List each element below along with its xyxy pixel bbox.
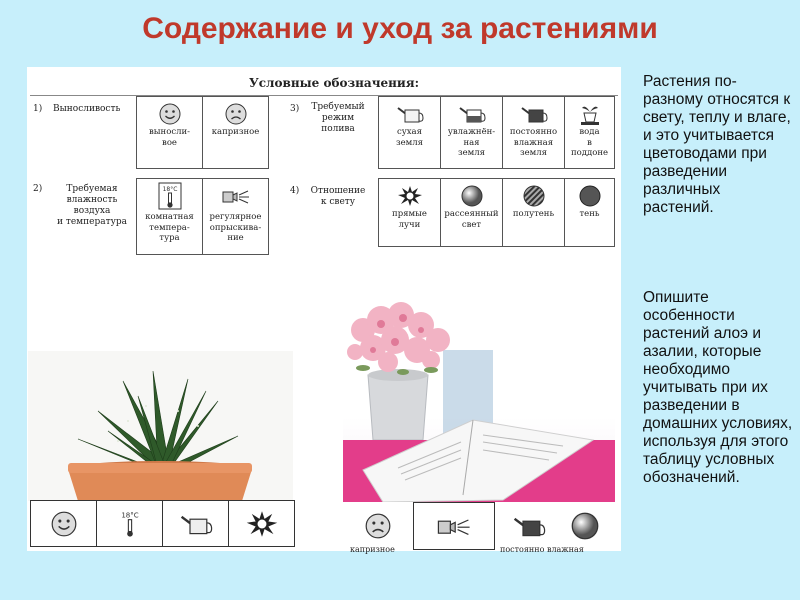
legend-caption-dry-soil: сухая земля xyxy=(395,127,424,148)
smiley-sad-icon xyxy=(343,502,413,550)
legend-cell-direct-sun xyxy=(379,179,441,247)
sprayer-icon xyxy=(413,502,495,550)
partial-shade-icon xyxy=(503,183,564,209)
diffused-light-icon xyxy=(563,502,607,550)
right-text-paragraph-1: Растения по-разному относятся к свету, теплу и влаге, и это учитывается цветоводами при разведении различных растений. xyxy=(643,73,791,216)
legend-caption-shade: тень xyxy=(579,209,600,219)
diffused-light-icon xyxy=(441,183,502,209)
right-text-paragraph-2: Опишите особенности растений алоэ и азалии, которые необходимо учитывать при их разведении в домашних условиях, используя для этого таблицу условных обозначений. xyxy=(643,289,793,486)
legend-cell-capricious xyxy=(203,97,269,169)
legend-cell-shade xyxy=(565,179,615,247)
legend-group-3-grid xyxy=(378,96,615,169)
legend-caption-diffused-light: рассеянный свет xyxy=(444,209,499,230)
legend-group-1-number: 1) xyxy=(33,104,43,114)
svg-text:18°C: 18°C xyxy=(120,510,139,519)
legend-caption-hardy: выносли- вое xyxy=(148,127,191,148)
sprayer-icon xyxy=(203,183,268,209)
legend-group-1-label: Выносливость xyxy=(53,104,121,114)
legend-cell-diffused-light xyxy=(441,179,503,247)
legend-group-2-number: 2) xyxy=(33,184,43,194)
legend-group-3-number: 3) xyxy=(290,104,300,114)
azalea-caption-right: постоянно влажная xyxy=(500,545,584,554)
legend-cell-wet-soil xyxy=(503,97,565,169)
legend-group-2-grid xyxy=(136,178,269,255)
legend-cell-hardy xyxy=(137,97,203,169)
thermometer-icon xyxy=(97,501,163,547)
legend-group-4-number: 4) xyxy=(290,186,300,196)
watering-can-wet-icon xyxy=(503,101,564,127)
legend-group-4-label: Отношение к свету xyxy=(310,186,366,207)
legend-caption-room-temperature: комнатная темпера- тура xyxy=(145,212,194,243)
pot-tray-icon xyxy=(565,101,614,127)
watering-can-wet-icon xyxy=(495,502,563,550)
watering-can-dry-icon xyxy=(379,101,440,127)
aloe-photo xyxy=(28,351,293,501)
legend-caption-partial-shade: полутень xyxy=(512,209,555,219)
direct-sun-icon xyxy=(379,183,440,209)
legend-caption-capricious: капризное xyxy=(211,127,260,137)
watering-can-icon xyxy=(163,501,229,547)
legend-caption-wet-soil: постоянно влажная земля xyxy=(509,127,558,158)
legend-cell-room-temperature xyxy=(137,179,203,255)
azalea-photo xyxy=(343,290,615,502)
legend-cell-moist-soil xyxy=(441,97,503,169)
legend-cell-dry-soil xyxy=(379,97,441,169)
watering-can-moist-icon xyxy=(441,101,502,127)
legend-group-4-grid xyxy=(378,178,615,247)
legend-caption-moist-soil: увлажнён- ная земля xyxy=(447,127,496,158)
legend-group-2-label: Требуемая влажность воздуха и температура xyxy=(56,184,128,227)
svg-text:18°C: 18°C xyxy=(162,186,177,193)
page-title: Содержание и уход за растениями xyxy=(142,12,658,45)
smiley-sad-icon xyxy=(203,101,268,127)
direct-sun-icon xyxy=(229,501,295,547)
legend-caption-water-tray: вода в поддоне xyxy=(570,127,609,158)
smiley-happy-icon xyxy=(137,101,202,127)
azalea-icons-row xyxy=(343,502,607,550)
legend-group-1-grid xyxy=(136,96,269,169)
thermometer-icon xyxy=(137,183,202,209)
azalea-caption-left: капризное xyxy=(350,545,395,554)
aloe-icons-row xyxy=(30,500,295,547)
legend-cell-water-tray xyxy=(565,97,615,169)
legend-caption-direct-sun: прямые лучи xyxy=(392,209,427,230)
legend-cell-spraying xyxy=(203,179,269,255)
legend-cell-partial-shade xyxy=(503,179,565,247)
legend-title: Условные обозначения: xyxy=(249,76,420,90)
smiley-happy-icon xyxy=(31,501,97,547)
legend-caption-spraying: регулярное опрыскива- ние xyxy=(209,212,262,243)
legend-group-3-label: Требуемый режим полива xyxy=(311,102,365,134)
shade-icon xyxy=(565,183,614,209)
